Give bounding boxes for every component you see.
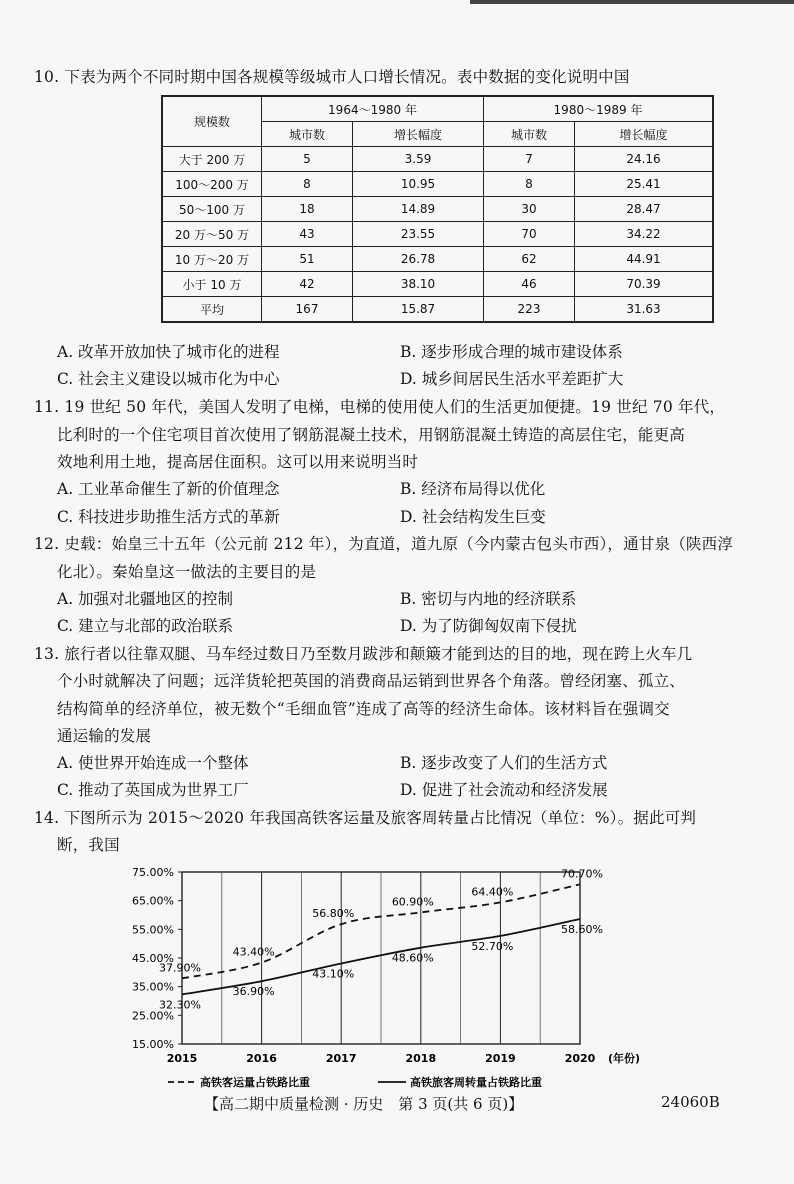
row-label-cell: 100～200 万 [162, 172, 262, 197]
x-tick-label: 2019 [485, 1052, 516, 1065]
table-cell: 3.59 [353, 147, 484, 172]
table-row [162, 147, 713, 172]
legend-label: 高铁客运量占铁路比重 [200, 1076, 310, 1088]
y-tick-label: 55.00% [132, 923, 174, 937]
table-cell: 38.10 [353, 272, 484, 297]
legend-label: 高铁旅客周转量占铁路比重 [410, 1076, 542, 1088]
table-cell: 18 [262, 197, 353, 222]
y-tick-label: 45.00% [132, 952, 174, 965]
q13-line-3: 结构简单的经济单位，被无数个“毛细血管”连成了高等的经济生命体。该材料旨在强调交 [57, 700, 670, 718]
y-tick-label: 65.00% [132, 894, 174, 908]
table-cell: 51 [262, 247, 353, 272]
q11-option-d[interactable]: D. 社会结构发生巨变 [400, 508, 546, 526]
table-row [162, 222, 713, 247]
data-label: 70.70% [561, 867, 603, 881]
data-label: 48.60% [391, 951, 434, 965]
q13-option-d[interactable]: D. 促进了社会流动和经济发展 [400, 781, 608, 799]
q11-line-3: 效地利用土地，提高居住面积。这可以用来说明当时 [57, 453, 419, 471]
table-cell: 223 [484, 297, 575, 323]
row-label-cell: 20 万～50 万 [162, 222, 262, 247]
data-label: 43.40% [232, 945, 275, 959]
row-label-cell: 10 万～20 万 [162, 247, 262, 272]
table-row [162, 247, 713, 272]
q13-line-1: 13. 旅行者以往靠双腿、马车经过数日乃至数月跋涉和颠簸才能到达的目的地，现在跨上火车几 [34, 645, 693, 663]
table-cell: 34.22 [575, 222, 714, 247]
table-cell: 14.89 [353, 197, 484, 222]
footer-code: 24060B [661, 1093, 720, 1111]
table-cell: 31.63 [575, 297, 714, 323]
q11-line-2: 比利时的一个住宅项目首次使用了钢筋混凝土技术，用钢筋混凝土铸造的高层住宅，能更高 [57, 426, 686, 444]
q10-option-d[interactable]: D. 城乡间居民生活水平差距扩大 [400, 370, 624, 388]
data-label: 52.70% [471, 939, 514, 953]
row-label-cell: 50～100 万 [162, 197, 262, 222]
x-tick-label: 2015 [166, 1052, 198, 1065]
data-label: 58.60% [561, 923, 603, 937]
y-tick-label: 15.00% [132, 1038, 174, 1051]
y-tick-label: 25.00% [132, 1009, 174, 1023]
q11-option-a[interactable]: A. 工业革命催生了新的价值理念 [57, 480, 280, 498]
row-label-cell: 大于 200 万 [162, 147, 262, 172]
data-label: 37.90% [159, 961, 201, 975]
data-label: 60.90% [391, 895, 434, 909]
table-cell: 7 [484, 147, 575, 172]
x-tick-label: 2020 [564, 1052, 596, 1065]
city-population-table [161, 95, 714, 323]
table-cell: 26.78 [353, 247, 484, 272]
q11-option-c[interactable]: C. 科技进步助推生活方式的革新 [57, 508, 280, 526]
subheader: 城市数 [262, 122, 353, 147]
q10-stem: 10. 下表为两个不同时期中国各规模等级城市人口增长情况。表中数据的变化说明中国 [34, 68, 630, 86]
q13-line-2: 个小时就解决了问题；远洋货轮把英国的消费商品运销到世界各个角落。曾经闭塞、孤立、 [57, 672, 686, 690]
y-tick-label: 35.00% [132, 980, 174, 994]
table-cell: 30 [484, 197, 575, 222]
table-cell: 70.39 [575, 272, 714, 297]
rail-share-line-chart [120, 858, 640, 1088]
table-cell: 15.87 [353, 297, 484, 323]
table-cell: 46 [484, 272, 575, 297]
table-cell: 25.41 [575, 172, 714, 197]
q12-line-1: 12. 史载：始皇三十五年（公元前 212 年），为直道，道九原（今内蒙古包头市西），通甘泉（陕西淳 [34, 535, 734, 553]
data-label: 64.40% [471, 885, 514, 899]
table-cell: 24.16 [575, 147, 714, 172]
q11-option-b[interactable]: B. 经济布局得以优化 [400, 480, 546, 498]
row-label-cell: 小于 10 万 [162, 272, 262, 297]
table-cell: 62 [484, 247, 575, 272]
table-row [162, 272, 713, 297]
data-label: 36.90% [232, 985, 275, 999]
q13-option-a[interactable]: A. 使世界开始连成一个整体 [57, 754, 249, 772]
table-cell: 8 [484, 172, 575, 197]
period-header: 1980～1989 年 [484, 96, 714, 122]
table-cell: 23.55 [353, 222, 484, 247]
table-cell: 70 [484, 222, 575, 247]
x-tick-label: 2017 [325, 1052, 357, 1065]
table-cell: 10.95 [353, 172, 484, 197]
x-unit-label: (年份) [608, 1052, 640, 1065]
q13-option-b[interactable]: B. 逐步改变了人们的生活方式 [400, 754, 608, 772]
table-cell: 167 [262, 297, 353, 323]
footer-title: 【高二期中质量检测 · 历史 第 3 页(共 6 页)】 [204, 1095, 524, 1113]
table-row [162, 172, 713, 197]
top-scan-mark [470, 0, 794, 4]
q14-line-1: 14. 下图所示为 2015～2020 年我国高铁客运量及旅客周转量占比情况（单位：%）。据此可判 [34, 809, 697, 827]
q11-line-1: 11. 19 世纪 50 年代，美国人发明了电梯，电梯的使用使人们的生活更加便捷。19 世纪 70 年代， [34, 398, 726, 416]
table-row [162, 197, 713, 222]
table-row [162, 297, 713, 323]
table-cell: 44.91 [575, 247, 714, 272]
data-label: 56.80% [312, 907, 355, 921]
x-tick-label: 2018 [405, 1052, 437, 1065]
period-header: 1964～1980 年 [262, 96, 484, 122]
subheader: 城市数 [484, 122, 575, 147]
data-label: 32.30% [159, 998, 201, 1012]
q12-option-d[interactable]: D. 为了防御匈奴南下侵扰 [400, 617, 577, 635]
subheader: 增长幅度 [575, 122, 714, 147]
row-label-cell: 平均 [162, 297, 262, 323]
q10-option-a[interactable]: A. 改革开放加快了城市化的进程 [57, 343, 280, 361]
table-row-header: 规模数 [162, 96, 262, 147]
q14-line-2: 断，我国 [57, 836, 120, 854]
q12-option-b[interactable]: B. 密切与内地的经济联系 [400, 590, 577, 608]
table-cell: 28.47 [575, 197, 714, 222]
q12-line-2: 化北）。秦始皇这一做法的主要目的是 [57, 563, 317, 581]
data-label: 43.10% [312, 967, 355, 981]
table-cell: 8 [262, 172, 353, 197]
table-body [162, 147, 713, 323]
y-tick-label: 75.00% [132, 866, 174, 879]
q10-option-b[interactable]: B. 逐步形成合理的城市建设体系 [400, 343, 623, 361]
table-cell: 42 [262, 272, 353, 297]
subheader: 增长幅度 [353, 122, 484, 147]
q13-line-4: 通运输的发展 [57, 727, 152, 745]
q12-option-c[interactable]: C. 建立与北部的政治联系 [57, 617, 234, 635]
table-cell: 5 [262, 147, 353, 172]
table-cell: 43 [262, 222, 353, 247]
x-tick-label: 2016 [246, 1052, 277, 1065]
q12-option-a[interactable]: A. 加强对北疆地区的控制 [57, 590, 234, 608]
q10-option-c[interactable]: C. 社会主义建设以城市化为中心 [57, 370, 280, 388]
q13-option-c[interactable]: C. 推动了英国成为世界工厂 [57, 781, 249, 799]
